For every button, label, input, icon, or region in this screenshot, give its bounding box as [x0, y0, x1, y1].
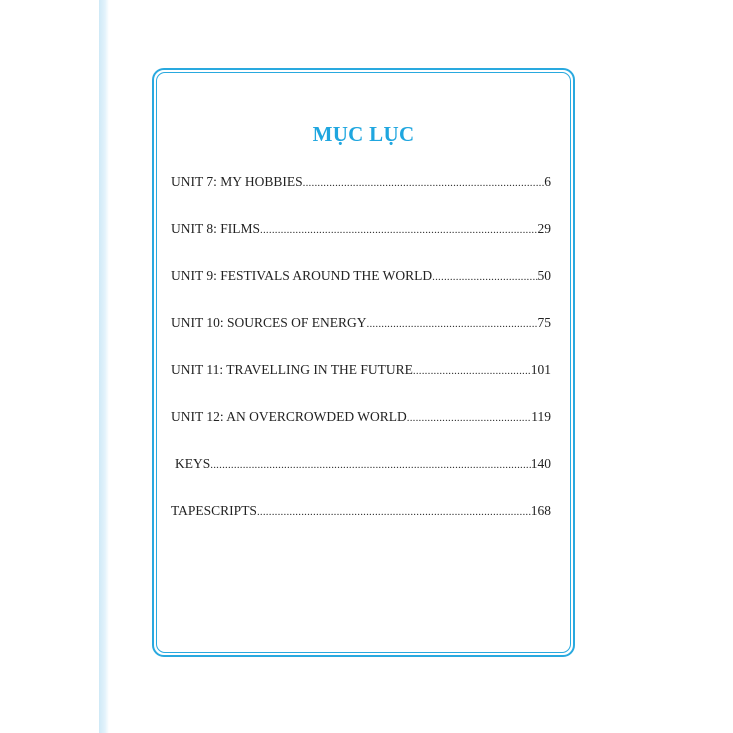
toc-entry-keys — [171, 456, 551, 503]
toc-entry-label: UNIT 11: TRAVELLING IN THE FUTURE — [171, 362, 413, 377]
toc-entry-unit-11 — [171, 362, 551, 409]
toc-entry-page: 29 — [537, 221, 551, 236]
toc-entry-page: 119 — [531, 409, 551, 424]
toc-entry-label: UNIT 7: MY HOBBIES — [171, 174, 303, 189]
dot-leader — [413, 365, 531, 377]
dot-leader — [257, 506, 531, 518]
toc-entry-page: 75 — [537, 315, 551, 330]
toc-entry-page: 6 — [544, 174, 551, 189]
toc-entry-unit-7 — [171, 174, 551, 221]
dot-leader — [367, 318, 538, 330]
toc-entry-unit-9 — [171, 268, 551, 315]
toc-entry-page: 140 — [530, 456, 551, 471]
dot-leader — [303, 177, 545, 189]
toc-entry-unit-8 — [171, 221, 551, 268]
toc-entry-label: UNIT 9: FESTIVALS AROUND THE WORLD — [171, 268, 433, 283]
toc-entry-page: 168 — [530, 503, 551, 518]
toc-entry-page: 50 — [537, 268, 551, 283]
toc-entry-tapescripts — [171, 503, 551, 550]
toc-entry-label: UNIT 12: AN OVERCROWDED WORLD — [171, 409, 407, 424]
table-of-contents — [171, 174, 551, 550]
toc-entry-label: UNIT 10: SOURCES OF ENERGY — [171, 315, 367, 330]
binding-strip — [99, 0, 109, 733]
page-title: MỤC LỤC — [312, 122, 415, 146]
dot-leader — [432, 271, 537, 283]
dot-leader — [260, 224, 537, 236]
toc-entry-unit-12 — [171, 409, 551, 456]
toc-entry-page: 101 — [530, 362, 551, 377]
toc-entry-label: UNIT 8: FILMS — [171, 221, 261, 236]
dot-leader — [210, 459, 530, 471]
toc-entry-unit-10 — [171, 315, 551, 362]
toc-entry-label: KEYS — [175, 456, 211, 471]
toc-entry-label: TAPESCRIPTS — [171, 503, 257, 518]
dot-leader — [407, 412, 532, 424]
